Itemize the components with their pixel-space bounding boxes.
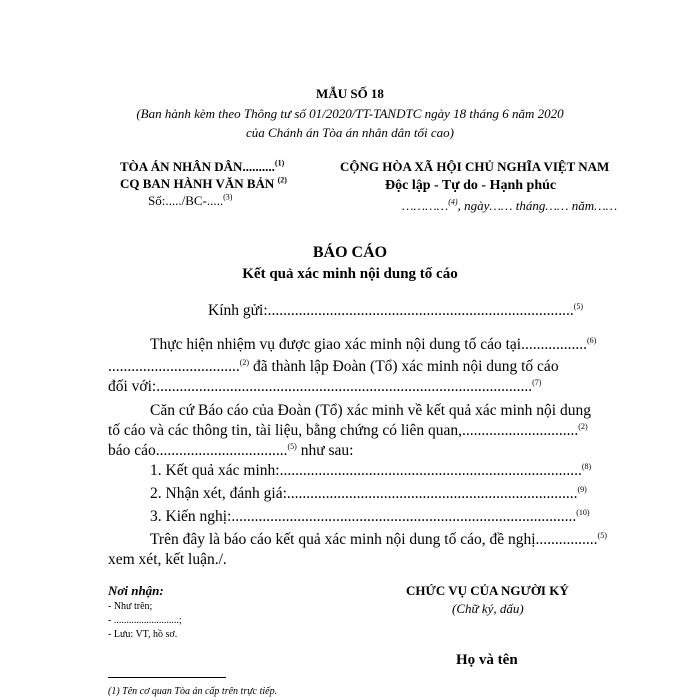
report-subtitle: Kết quả xác minh nội dung tố cáo (242, 266, 458, 282)
item-assessment-text: 2. Nhận xét, đánh giá:........................................................................... (150, 485, 578, 502)
body-p2-line1: Căn cứ Báo cáo của Đoàn (Tổ) xác minh về kết quả xác minh nội dung (150, 402, 591, 419)
nation-title: CỘNG HÒA XÃ HỘI CHỦ NGHĨA VIỆT NAM (340, 159, 610, 174)
body-p1-line2-text: đã thành lập Đoàn (Tổ) xác minh nội dung tố cáo (249, 358, 559, 375)
report-title: BÁO CÁO (312, 244, 388, 261)
body-p1-line2-dots: .................................. (108, 358, 240, 375)
place-date (402, 198, 617, 214)
body-p1-line1 (150, 336, 596, 354)
closing-line1-text: Trên đây là báo cáo kết quả xác minh nội dung tố cáo, đề nghị................ (150, 531, 598, 548)
issued-note-line1: (Ban hành kèm theo Thông tư số 01/2020/TT-TANDTC ngày 18 tháng 6 năm 2020 (136, 106, 564, 121)
body-p2-line2-text: tố cáo và các thông tin, tài liệu, bằng chứng có liên quan,.............................. (108, 422, 579, 439)
recipient-note: (5) (573, 301, 584, 311)
body-p1-line2-note: (2) (239, 357, 250, 367)
item-recommendation (150, 508, 590, 526)
number-note: (3) (223, 192, 233, 202)
body-p1-line3-text: đối với:................................................................................................. (108, 378, 533, 395)
issued-note-line2: của Chánh án Tòa án nhân dân tối cao) (246, 125, 454, 140)
recipients-line1: - Như trên; (108, 601, 153, 612)
body-p1-line1-text: Thực hiện nhiệm vụ được giao xác minh nội dung tố cáo tại................. (150, 336, 587, 353)
place-note: (4) (448, 197, 458, 207)
item-verification-result-text: 1. Kết quả xác minh:.............................................................................. (150, 462, 582, 479)
closing-line1-note: (5) (597, 530, 607, 540)
signer-position: CHỨC VỤ CỦA NGƯỜI KÝ (406, 583, 569, 598)
body-p2-line2-note: (2) (578, 421, 588, 431)
body-p2-line3-dots: báo cáo.................................. (108, 442, 288, 459)
item-assessment (150, 485, 587, 503)
body-p2-line3-note: (5) (287, 441, 297, 451)
document-number (148, 193, 232, 209)
item3-note: (10) (576, 507, 590, 517)
recipients-line2: - ..........................; (108, 615, 182, 626)
national-motto: Độc lập - Tự do - Hạnh phúc (385, 178, 557, 193)
court-name (120, 159, 284, 175)
closing-line1 (150, 531, 607, 549)
footnote-1: (1) Tên cơ quan Tòa án cấp trên trực tiếp. (108, 686, 278, 697)
recipient-line (208, 302, 583, 320)
body-p2-line2 (108, 422, 588, 440)
body-p1-line1-note: (6) (586, 335, 597, 345)
item-recommendation-text: 3. Kiến nghị:......................................................................................... (150, 508, 577, 525)
recipients-line3: - Lưu: VT, hồ sơ. (108, 629, 178, 640)
document-number-text: Số:...../BC-..... (148, 193, 224, 208)
item1-note: (8) (581, 461, 592, 471)
footnote-divider (108, 677, 226, 678)
item2-note: (9) (577, 484, 587, 494)
issuing-agency (120, 176, 287, 192)
body-p1-line2 (108, 358, 559, 376)
date-text: , ngày…… tháng…… năm…… (457, 198, 618, 213)
body-p2-line3-text: như sau: (296, 442, 354, 459)
court-name-text: TÒA ÁN NHÂN DÂN.......... (120, 159, 275, 174)
signer-name: Họ và tên (456, 652, 518, 668)
agency-note: (2) (277, 175, 287, 185)
item-verification-result (150, 462, 591, 480)
recipient-text: Kính gửi:............................................................................... (208, 302, 574, 319)
body-p2-line3 (108, 442, 353, 460)
signature-note: (Chữ ký, dấu) (452, 601, 524, 616)
issuing-agency-text: CQ BAN HÀNH VĂN BẢN (120, 176, 275, 191)
body-p1-line3-note: (7) (532, 377, 542, 387)
closing-line2: xem xét, kết luận./. (108, 551, 227, 568)
body-p1-line3 (108, 378, 541, 396)
place-prefix: ………… (402, 198, 449, 213)
form-number: MẪU SỐ 18 (316, 86, 384, 101)
recipients-heading: Nơi nhận: (108, 583, 164, 598)
court-note: (1) (274, 158, 285, 168)
